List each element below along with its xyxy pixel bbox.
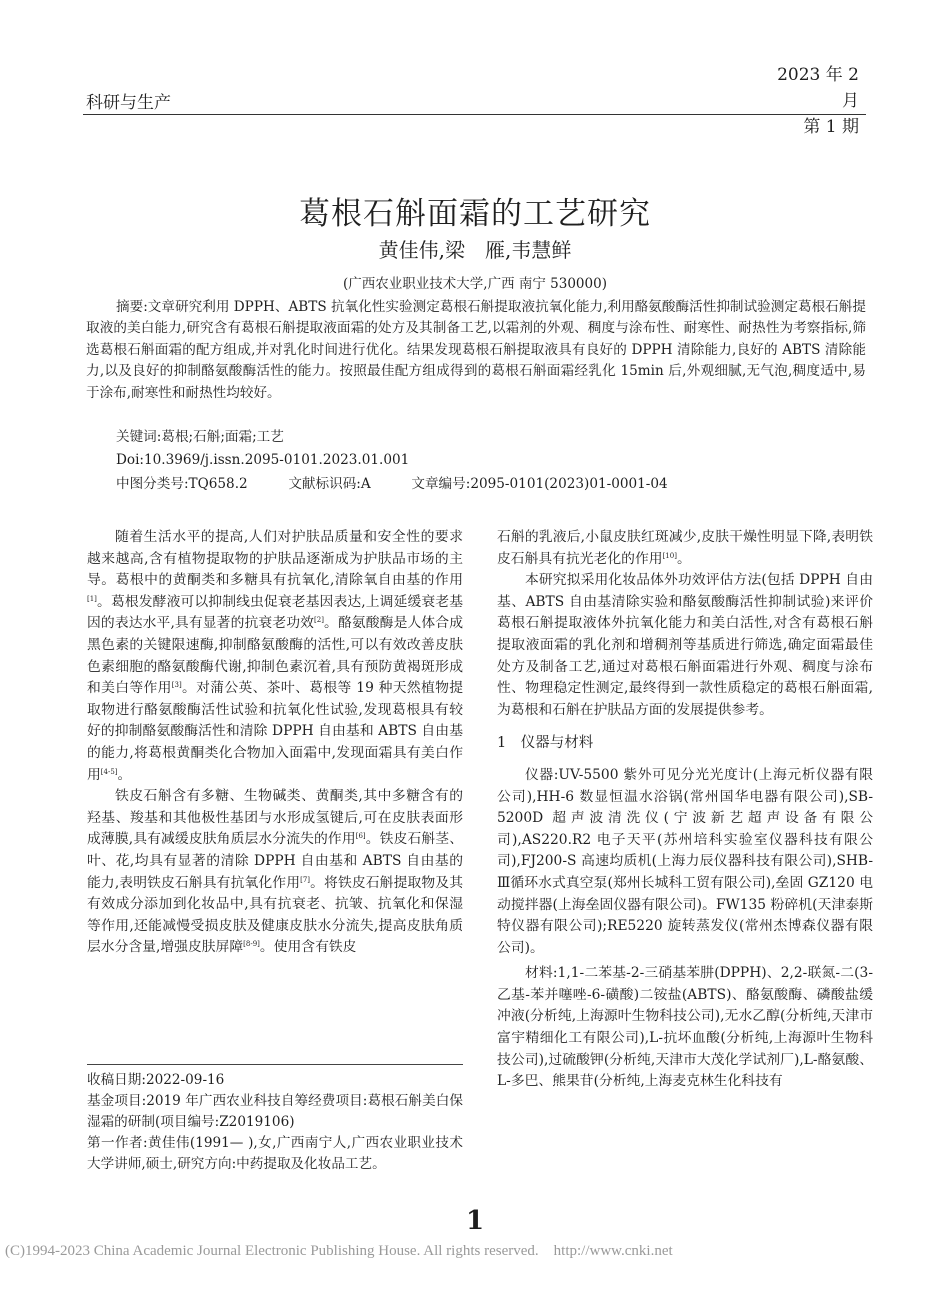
paper-title: 葛根石斛面霜的工艺研究: [299, 196, 651, 232]
citation[interactable]: [7]: [300, 875, 311, 884]
citation[interactable]: [2]: [314, 616, 324, 625]
paper-authors: 黄佳伟,梁 雁,韦慧鲜: [378, 238, 572, 262]
doi: Doi:10.3969/j.issn.2095-0101.2023.01.001: [116, 452, 410, 468]
footnote-rule: [87, 1064, 463, 1065]
first-author-info: 第一作者:黄佳伟(1991— ),女,广西南宁人,广西农业职业技术大学讲师,硕士,研究方向:中药提取及化妆品工艺。: [87, 1135, 463, 1172]
journal-name: 科研与生产: [86, 93, 171, 113]
citation[interactable]: [4-5]: [100, 767, 118, 776]
header-rule: [83, 114, 866, 115]
right-column: [497, 527, 873, 1093]
issue-date: 2023 年 2 月: [777, 65, 859, 111]
keywords: 关键词:葛根;石斛;面霜;工艺: [116, 429, 284, 445]
citation[interactable]: [3]: [171, 681, 182, 690]
instruments-paragraph: 仪器:UV-5500 紫外可见分光光度计(上海元析仪器有限公司),HH-6 数显恒温水浴锅(常州国华电器有限公司),SB-5200D 超声波清洗仪(宁波新艺超声设备有限公司),AS220.R2 电子天平(苏州培科实验室仪器科技有限公司),FJ200-S 高速均质机(上海力辰仪器科技有限公司),SHB-Ⅲ循环水式真空泵(郑州长城科工贸有限公司),垒固 GZ120 电动搅拌器(上海垒固仪器有限公司)。FW135 粉碎机(天津泰斯特仪器有限公司);RE5220 旋转蒸发仪(常州杰博森仪器有限公司)。: [497, 766, 873, 956]
citation[interactable]: [8-9]: [243, 940, 260, 949]
footnotes: [87, 1070, 463, 1175]
classification-line: [116, 474, 668, 495]
clc-number: 中图分类号:TQ658.2: [116, 476, 248, 492]
materials-paragraph: 材料:1,1-二苯基-2-三硝基苯肼(DPPH)、2,2-联氮-二(3-乙基-苯并噻唑-6-磺酸)二铵盐(ABTS)、酪氨酸酶、磷酸盐缓冲液(分析纯,上海源叶生物科技公司),无水乙醇(分析纯,天津市富宇精细化工有限公司),L-抗坏血酸(分析纯,上海源叶生物科技公司),过硫酸钾(分析纯,天津市大茂化学试剂厂),L-酪氨酸、L-多巴、熊果苷(分析纯,上海麦克林生化科技有: [497, 965, 873, 1090]
author-affiliation: (广西农业职业技术大学,广西 南宁 530000): [343, 276, 607, 292]
fund-info: 基金项目:2019 年广西农业科技自筹经费项目:葛根石斛美白保湿霜的研制(项目编号:Z2019106): [87, 1093, 463, 1130]
received-date: 收稿日期:2022-09-16: [87, 1072, 225, 1088]
document-code: 文献标识码:A: [288, 476, 371, 492]
left-column: [87, 527, 463, 959]
intro-paragraph-1: 随着生活水平的提高,人们对护肤品质量和安全性的要求越来越高,含有植物提取物的护肤品逐渐成为护肤品市场的主导。葛根中的黄酮类和多糖具有抗氧化,清除氧自由基的作用[1]。葛根发酵液可以抑制线虫促衰老基因表达,上调延缓衰老基因的表达水平,具有显著的抗衰老功效[2]。酪氨酸酶是人体合成黑色素的关键限速酶,抑制酪氨酸酶的活性,可以有效改善皮肤色素细胞的酪氨酸酶代谢,抑制色素沉着,具有预防黄褐斑形成和美白等作用[3]。对蒲公英、茶叶、葛根等 19 种天然植物提取物进行酪氨酸酶活性试验和抗氧化性试验,发现葛根具有较好的抑制酪氨酸酶活性和清除 DPPH 自由基和 ABTS 自由基的能力,将葛根黄酮类化合物加入面霜中,发现面霜具有美白作用[4-5]。: [87, 529, 464, 783]
citation[interactable]: [1]: [87, 594, 97, 603]
copyright-watermark: (C)1994-2023 China Academic Journal Electronic Publishing House. All rights reserved. http://www.cnki.net: [5, 1243, 673, 1259]
study-aim-paragraph: 本研究拟采用化妆品体外功效评估方法(包括 DPPH 自由基、ABTS 自由基清除实验和酪氨酸酶活性抑制试验)来评价葛根石斛提取液体外抗氧化能力和美白活性,对含有葛根石斛提取液面霜的乳化剂和增稠剂等基质进行筛选,确定面霜最佳处方及制备工艺,通过对葛根石斛面霜进行外观、稠度与涂布性、物理稳定性测定,最终得到一款性质稳定的葛根石斛面霜,为葛根和石斛在护肤品方面的发展提供参考。: [497, 572, 873, 718]
issue-info: [759, 62, 859, 140]
abstract: [86, 297, 866, 404]
page-number: 1: [465, 1206, 485, 1236]
issue-number: 第 1 期: [803, 117, 859, 137]
article-number: 文章编号:2095-0101(2023)01-0001-04: [411, 476, 668, 492]
citation[interactable]: [10]: [662, 551, 677, 560]
section-heading-1: 1 仪器与材料: [497, 735, 594, 752]
abstract-text: 摘要:文章研究利用 DPPH、ABTS 抗氧化性实验测定葛根石斛提取液抗氧化能力,利用酪氨酸酶活性抑制试验测定葛根石斛提取液的美白能力,研究含有葛根石斛提取液面霜的处方及其制备工艺,以霜剂的外观、稠度与涂布性、耐寒性、耐热性为考察指标,筛选葛根石斛面霜的配方组成,并对乳化时间进行优化。结果发现葛根石斛提取液具有良好的 DPPH 清除能力,良好的 ABTS 清除能力,以及良好的抑制酪氨酸酶活性的能力。按照最佳配方组成得到的葛根石斛面霜经乳化 15min 后,外观细腻,无气泡,稠度适中,易于涂布,耐寒性和耐热性均较好。: [86, 299, 866, 401]
citation[interactable]: [6]: [355, 832, 366, 841]
continued-paragraph: 石斛的乳液后,小鼠皮肤红斑减少,皮肤干燥性明显下降,表明铁皮石斛具有抗光老化的作用[10]。: [497, 529, 873, 567]
intro-paragraph-2: 铁皮石斛含有多糖、生物碱类、黄酮类,其中多糖含有的羟基、羧基和其他极性基团与水形成氢键后,可在皮肤表面形成薄膜,具有减缓皮肤角质层水分流失的作用[6]。铁皮石斛茎、叶、花,均具有显著的清除 DPPH 自由基和 ABTS 自由基的能力,表明铁皮石斛具有抗氧化作用[7]。将铁皮石斛提取物及其有效成分添加到化妆品中,具有抗衰老、抗皱、抗氧化和保湿等作用,还能减慢受损皮肤及健康皮肤水分流失,提高皮肤角质层水分含量,增强皮肤屏障[8-9]。使用含有铁皮: [87, 788, 464, 956]
